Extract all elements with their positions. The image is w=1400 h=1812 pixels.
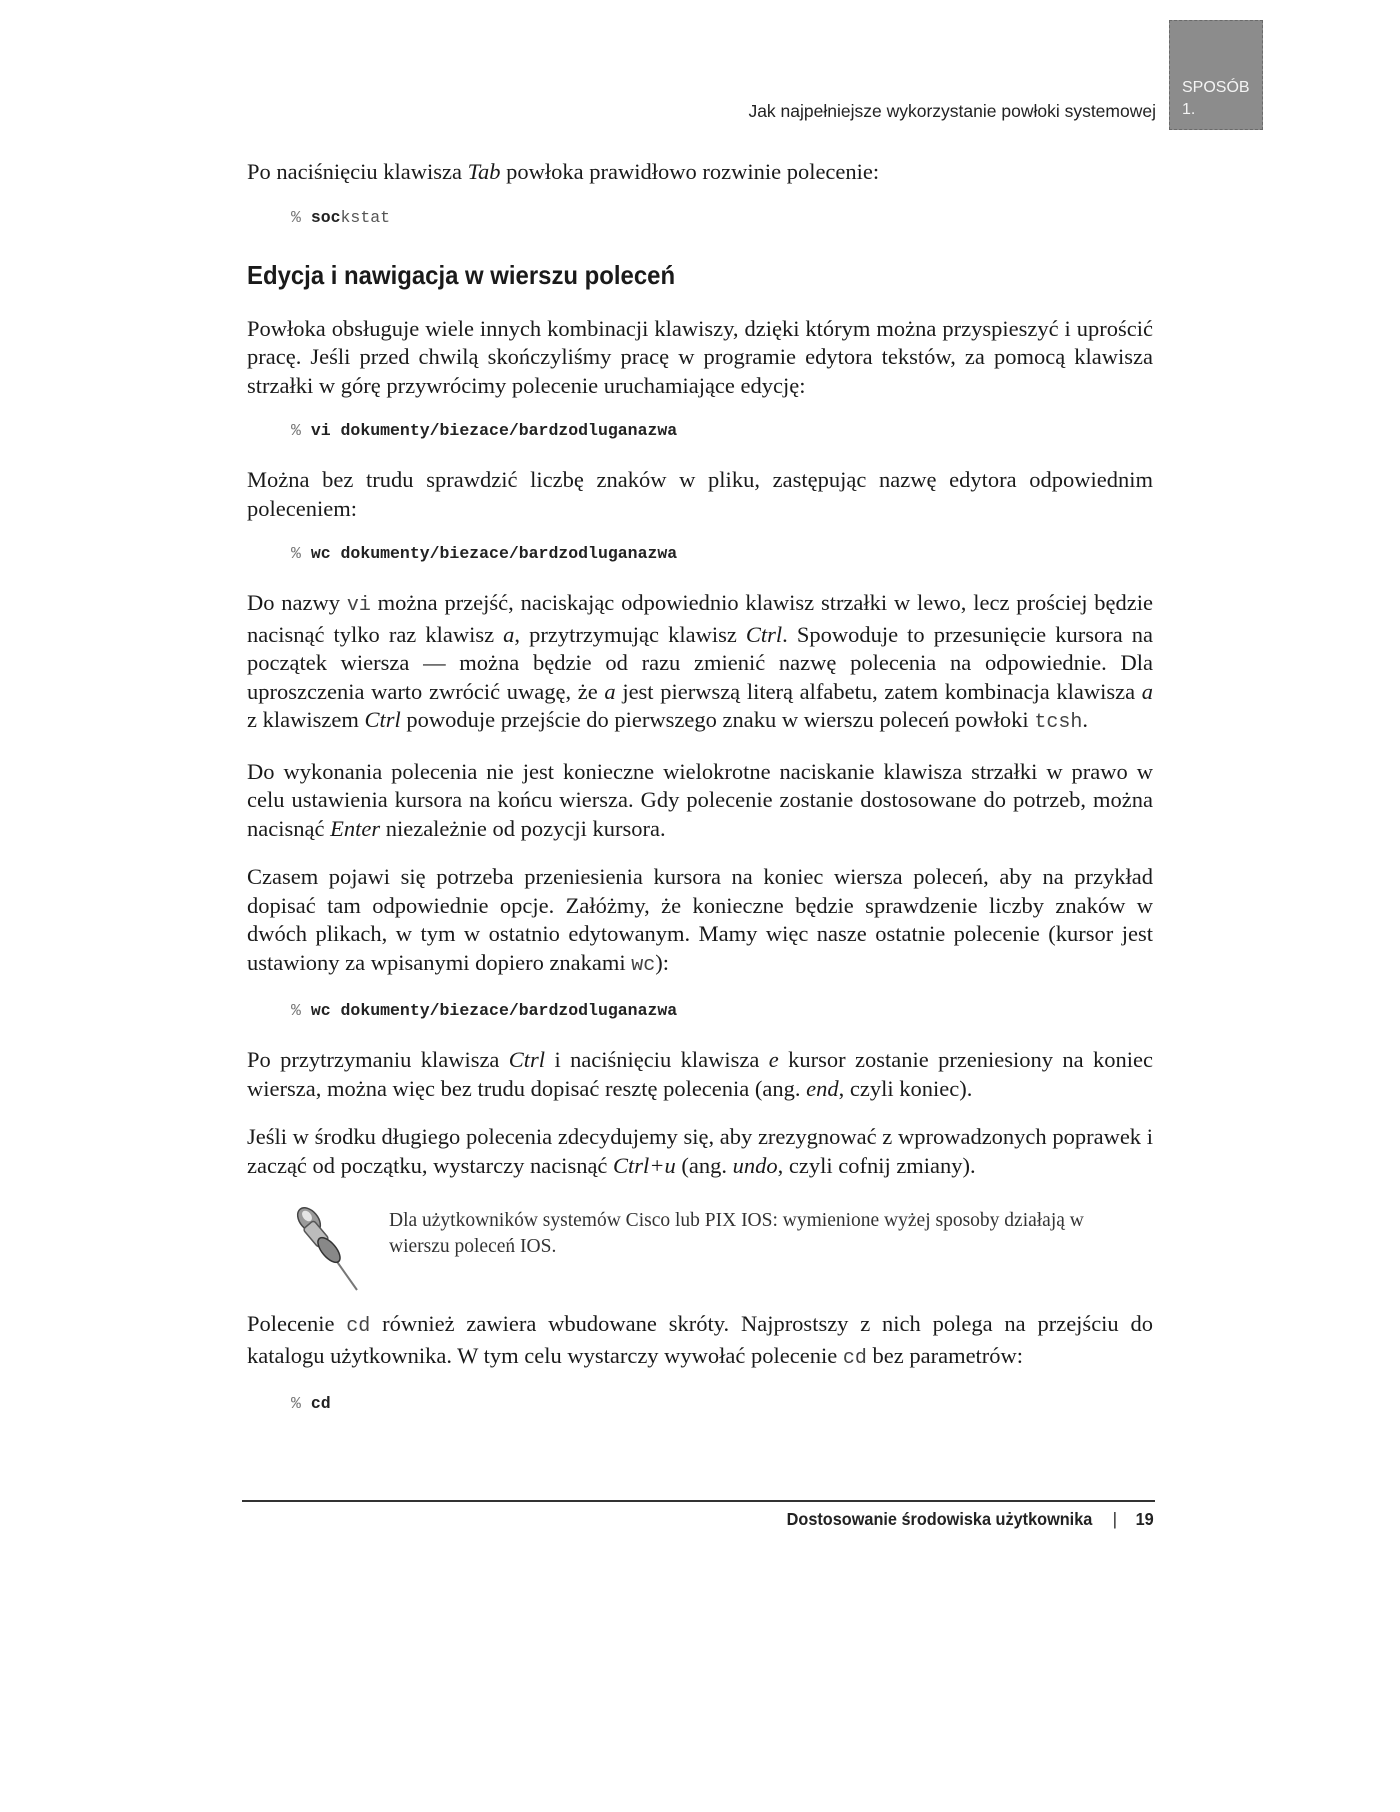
page-number: 19: [1135, 1509, 1154, 1529]
paragraph-enter: Do wykonania polecenia nie jest konieczne wielokrotne naciskanie klawisza strzałki w prawo w celu ustawienia kursora na końcu wiersza. Gdy polecenie zostanie dostosowane do potrzeb, można nacisnąć Enter niezależnie od pozycji kursora.: [247, 758, 1153, 841]
note-box: [247, 1200, 1153, 1288]
code-wc-2: % wc dokumenty/biezace/bardzodluganazwa: [291, 1001, 678, 1020]
code-cd: % cd: [291, 1394, 331, 1413]
section-heading: Edycja i nawigacja w wierszu poleceń: [247, 259, 676, 290]
running-head: Jak najpełniejsze wykorzystanie powłoki systemowej: [748, 101, 1156, 121]
footer-title: Dostosowanie środowiska użytkownika: [786, 1509, 1093, 1529]
code-vi: % vi dokumenty/biezace/bardzodluganazwa: [291, 421, 678, 440]
paragraph-tab-completion: Po naciśnięciu klawisza Tab powłoka prawidłowo rozwinie polecenie:: [247, 159, 880, 184]
paragraph-ctrl-e: Po przytrzymaniu klawisza Ctrl i naciśnięciu klawisza e kursor zostanie przeniesiony na koniec wiersza, można więc bez trudu dopisać resztę polecenia (ang. end, czyli koniec).: [247, 1047, 1153, 1101]
footer-rule: [242, 1500, 1155, 1502]
pushpin-icon: [287, 1200, 367, 1292]
page-footer: [787, 1509, 1154, 1530]
section-tab-label: SPOSÓB 1.: [1182, 79, 1250, 118]
paragraph-wc: Można bez trudu sprawdzić liczbę znaków w pliku, zastępując nazwę edytora odpowiednim poleceniem:: [247, 467, 1153, 521]
paragraph-ctrl-a: Do nazwy vi można przejść, naciskając odpowiednio klawisz strzałki w lewo, lecz prościej będzie nacisnąć tylko raz klawisz a, przytrzymując klawisz Ctrl. Spowoduje to przesunięcie kursora na początek wiersza — można będzie od razu zmienić nazwę polecenia na odpowiednie. Dla uproszczenia warto zwrócić uwagę, że a jest pierwszą literą alfabetu, zatem kombinacja klawisza a z klawiszem Ctrl powoduje przejście do pierwszego znaku w wierszu poleceń powłoki tcsh.: [247, 590, 1154, 734]
code-wc-1: % wc dokumenty/biezace/bardzodluganazwa: [291, 544, 678, 563]
paragraph-cd: Polecenie cd również zawiera wbudowane skróty. Najprostszy z nich polega na przejściu do katalogu użytkownika. W tym celu wystarczy wywołać polecenie cd bez parametrów:: [247, 1311, 1154, 1370]
paragraph-ctrl-u: Jeśli w środku długiego polecenia zdecydujemy się, aby zrezygnować z wprowadzonych poprawek i zacząć od początku, wystarczy nacisnąć Ctrl+u (ang. undo, czyli cofnij zmiany).: [247, 1124, 1153, 1178]
paragraph-key-combos: Powłoka obsługuje wiele innych kombinacji klawiszy, dzięki którym można przyspieszyć i uprościć pracę. Jeśli przed chwilą skończyliśmy pracę w programie edytora tekstów, za pomocą klawisza strzałki w górę przywrócimy polecenie uruchamiające edycję:: [247, 315, 1153, 398]
page-content: [247, 158, 1153, 1439]
footer-separator: |: [1113, 1509, 1118, 1529]
note-text: Dla użytkowników systemów Cisco lub PIX IOS: wymienione wyżej sposoby działają w wierszu poleceń IOS.: [389, 1210, 1084, 1257]
paragraph-end-of-line: Czasem pojawi się potrzeba przeniesienia kursora na koniec wiersza poleceń, aby na przykład dopisać tam odpowiednie opcje. Załóżmy, że konieczne będzie sprawdzenie liczby znaków w dwóch plikach, w tym w ostatnio edytowanym. Mamy więc nasze ostatnie polecenie (kursor jest ustawiony za wpisanymi dopiero znakami wc):: [247, 864, 1153, 977]
code-sockstat: % sockstat: [291, 207, 391, 227]
section-tab: [1169, 20, 1263, 130]
